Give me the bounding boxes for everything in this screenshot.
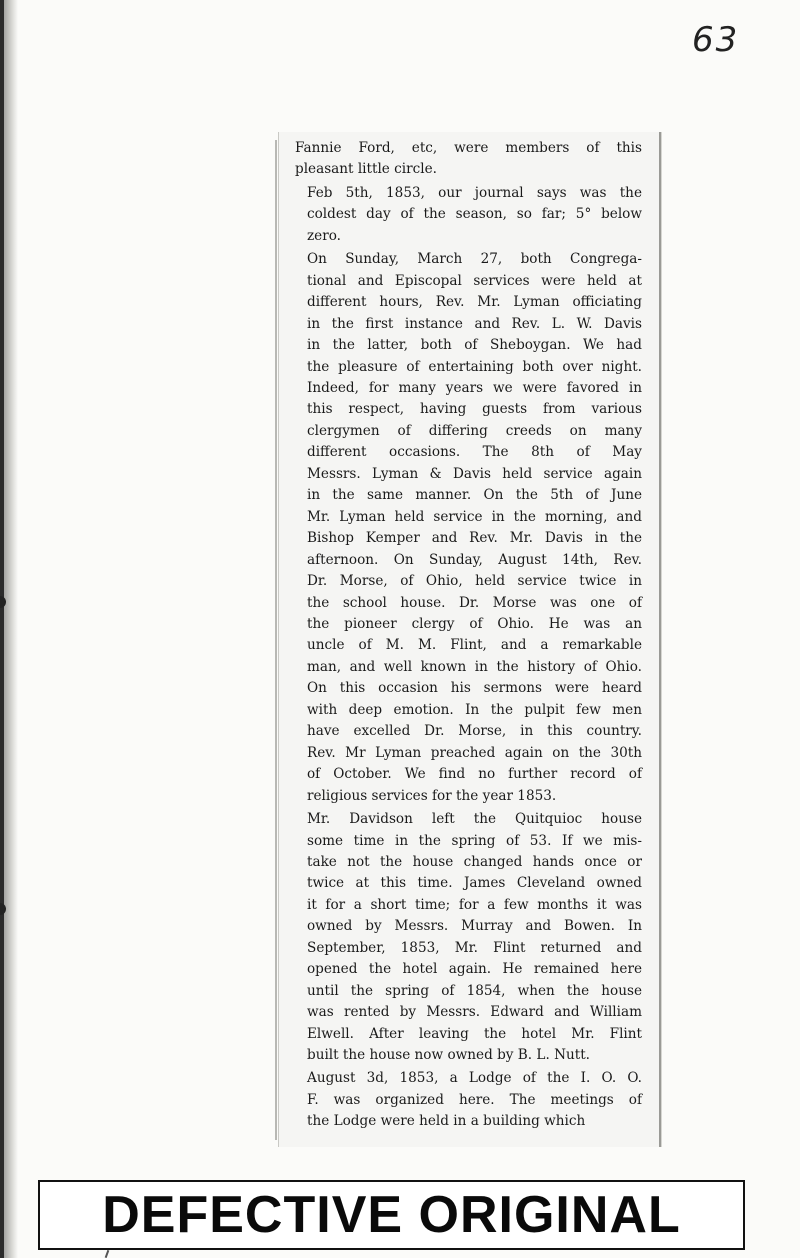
article-line: owned by Messrs. Murray and Bowen. In xyxy=(307,918,642,935)
article-line: of October. We find no further record of xyxy=(307,766,642,783)
article-line: August 3d, 1853, a Lodge of the I. O. O. xyxy=(307,1070,642,1087)
article-line: coldest day of the season, so far; 5° below xyxy=(307,206,642,223)
article-paragraph xyxy=(295,183,642,247)
article-line: the Lodge were held in a building which xyxy=(307,1113,586,1130)
article-line: F. was organized here. The meetings of xyxy=(307,1091,642,1108)
article-line: was rented by Messrs. Edward and William xyxy=(307,1004,642,1021)
article-line: uncle of M. M. Flint, and a remarkable xyxy=(307,637,642,654)
article-line: Bishop Kemper and Rev. Mr. Davis in the xyxy=(307,530,642,547)
article-paragraph xyxy=(295,1068,642,1132)
article-line: the pioneer clergy of Ohio. He was an xyxy=(307,615,642,632)
article-line: take not the house changed hands once or xyxy=(307,853,642,870)
article-line: in the first instance and Rev. L. W. Davis xyxy=(307,315,642,332)
article-line: Dr. Morse, of Ohio, held service twice in xyxy=(307,573,642,590)
page-number: 63 xyxy=(692,20,740,60)
article-text xyxy=(295,138,642,1135)
article-line: religious services for the year 1853. xyxy=(307,787,557,804)
article-line: Mr. Davidson left the Quitquioc house xyxy=(307,811,642,828)
article-line: until the spring of 1854, when the house xyxy=(307,982,642,999)
left-edge-strip xyxy=(0,0,4,1258)
article-line: Mr. Lyman held service in the morning, and xyxy=(307,508,642,525)
article-line: Fannie Ford, etc, were members of this xyxy=(295,140,642,156)
article-line: pleasant little circle. xyxy=(295,161,437,178)
article-line: in the latter, both of Sheboygan. We had xyxy=(307,337,642,354)
banner-text: DEFECTIVE ORIGINAL xyxy=(102,1186,681,1244)
article-line: different occasions. The 8th of May xyxy=(307,444,642,461)
stray-mark xyxy=(105,1250,110,1258)
article-line: the pleasure of entertaining both over night. xyxy=(307,358,642,375)
newspaper-clipping xyxy=(278,132,661,1147)
article-line: On this occasion his sermons were heard xyxy=(307,680,642,697)
article-line: it for a short time; for a few months it was xyxy=(307,896,642,913)
article-paragraph xyxy=(295,809,642,1066)
article-line: man, and well known in the history of Ohio. xyxy=(307,658,642,675)
article-line: with deep emotion. In the pulpit few men xyxy=(307,701,642,718)
article-line: opened the hotel again. He remained here xyxy=(307,961,642,978)
article-line: the school house. Dr. Morse was one of xyxy=(307,594,642,611)
article-line: September, 1853, Mr. Flint returned and xyxy=(307,939,642,956)
article-paragraph xyxy=(295,249,642,807)
article-line: Elwell. After leaving the hotel Mr. Flint xyxy=(307,1025,642,1042)
article-line: some time in the spring of 53. If we mis- xyxy=(307,832,642,849)
article-line: Rev. Mr Lyman preached again on the 30th xyxy=(307,744,642,761)
article-line: in the same manner. On the 5th of June xyxy=(307,487,642,504)
article-line: zero. xyxy=(307,227,341,244)
article-line: this respect, having guests from various xyxy=(307,401,642,418)
article-line: twice at this time. James Cleveland owned xyxy=(307,875,642,892)
article-line: Feb 5th, 1853, our journal says was the xyxy=(307,184,642,201)
article-line: different hours, Rev. Mr. Lyman officiating xyxy=(307,294,642,311)
article-line: have excelled Dr. Morse, in this country. xyxy=(307,723,642,740)
article-line: Indeed, for many years we were favored in xyxy=(307,379,642,396)
article-line: built the house now owned by B. L. Nutt. xyxy=(307,1047,590,1064)
article-line: On Sunday, March 27, both Congrega- xyxy=(307,251,642,268)
article-line: tional and Episcopal services were held at xyxy=(307,272,642,289)
article-line: clergymen of differing creeds on many xyxy=(307,422,642,439)
defective-original-banner xyxy=(38,1180,745,1250)
article-paragraph xyxy=(295,138,642,181)
article-line: Messrs. Lyman & Davis held service again xyxy=(307,465,642,482)
article-line: afternoon. On Sunday, August 14th, Rev. xyxy=(307,551,642,568)
